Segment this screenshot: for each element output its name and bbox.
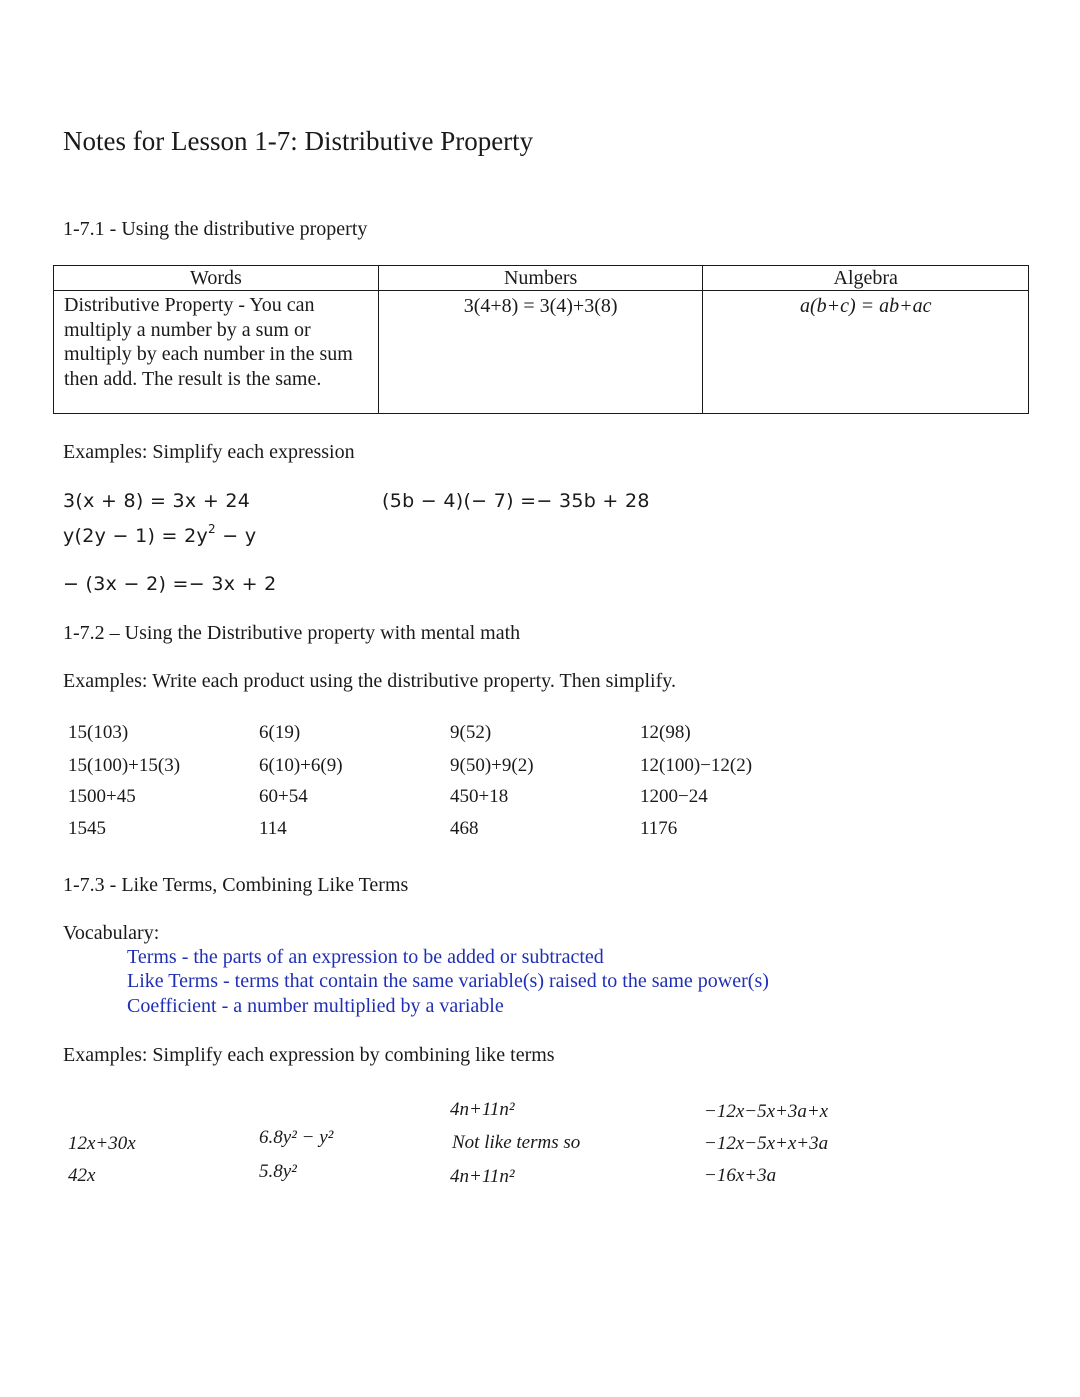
vocab-like-terms: Like Terms - terms that contain the same variable(s) raised to the same power(s) [127,970,769,992]
section-1-examples-label: Examples: Simplify each expression [63,441,355,463]
table-cell-algebra: a(b+c) = ab+ac [703,291,1029,414]
mental-math-col4-row1: 12(98) [640,722,691,743]
section-2-heading: 1-7.2 – Using the Distributive property with mental math [63,622,521,644]
example-expression-3: (5b − 4)(− 7) =− 35b + 28 [382,490,650,512]
like-terms-colD-row1: −12x−5x+3a+x [704,1101,829,1122]
like-terms-colB-row1: 6.8y² − y² [259,1127,334,1148]
vocab-terms: Terms - the parts of an expression to be added or subtracted [127,946,604,968]
distributive-property-table [53,265,1029,414]
mental-math-col2-row3: 60+54 [259,786,308,807]
mental-math-col1-row4: 1545 [68,818,106,839]
section-3-heading: 1-7.3 - Like Terms, Combining Like Terms [63,874,409,896]
example-expression-2-left: y(2y − 1) = 2y [63,525,209,547]
mental-math-col2-row2: 6(10)+6(9) [259,755,343,776]
table-cell-numbers: 3(4+8) = 3(4)+3(8) [378,291,703,414]
section-3-examples-label: Examples: Simplify each expression by combining like terms [63,1044,555,1066]
like-terms-colB-row2: 5.8y² [259,1161,297,1182]
section-2-examples-label: Examples: Write each product using the distributive property. Then simplify. [63,670,676,692]
table-header-numbers: Numbers [378,266,703,291]
mental-math-col1-row1: 15(103) [68,722,129,743]
like-terms-colD-row2: −12x−5x+x+3a [704,1133,829,1154]
mental-math-col3-row3: 450+18 [450,786,509,807]
table-header-algebra: Algebra [703,266,1029,291]
mental-math-col3-row2: 9(50)+9(2) [450,755,534,776]
table-header-words: Words [54,266,379,291]
like-terms-colA-row2: 42x [68,1165,96,1186]
mental-math-col1-row3: 1500+45 [68,786,136,807]
table-cell-words: Distributive Property - You can multiply a number by a sum or multiply by each number in the sum then add. The result is the same. [54,291,379,414]
mental-math-col3-row1: 9(52) [450,722,492,743]
example-expression-2 [63,522,256,547]
like-terms-colC-row2: Not like terms so [452,1132,581,1153]
mental-math-col3-row4: 468 [450,818,479,839]
like-terms-colA-row1: 12x+30x [68,1133,136,1154]
page-title: Notes for Lesson 1-7: Distributive Property [63,126,534,156]
example-expression-2-right: − y [215,525,257,547]
mental-math-col4-row4: 1176 [640,818,678,839]
like-terms-colC-row1: 4n+11n² [450,1099,515,1120]
section-1-heading: 1-7.1 - Using the distributive property [63,218,368,240]
mental-math-col4-row2: 12(100)−12(2) [640,755,753,776]
like-terms-colD-row3: −16x+3a [704,1165,777,1186]
example-expression-4: − (3x − 2) =− 3x + 2 [63,573,277,595]
mental-math-col4-row3: 1200−24 [640,786,708,807]
mental-math-col2-row1: 6(19) [259,722,301,743]
vocabulary-label: Vocabulary: [63,922,160,944]
mental-math-col1-row2: 15(100)+15(3) [68,755,181,776]
like-terms-colC-row3: 4n+11n² [450,1166,515,1187]
mental-math-col2-row4: 114 [259,818,287,839]
vocab-coefficient: Coefficient - a number multiplied by a variable [127,995,504,1017]
example-expression-1: 3(x + 8) = 3x + 24 [63,490,251,512]
example-expression-2-exponent: 2 [208,522,216,536]
